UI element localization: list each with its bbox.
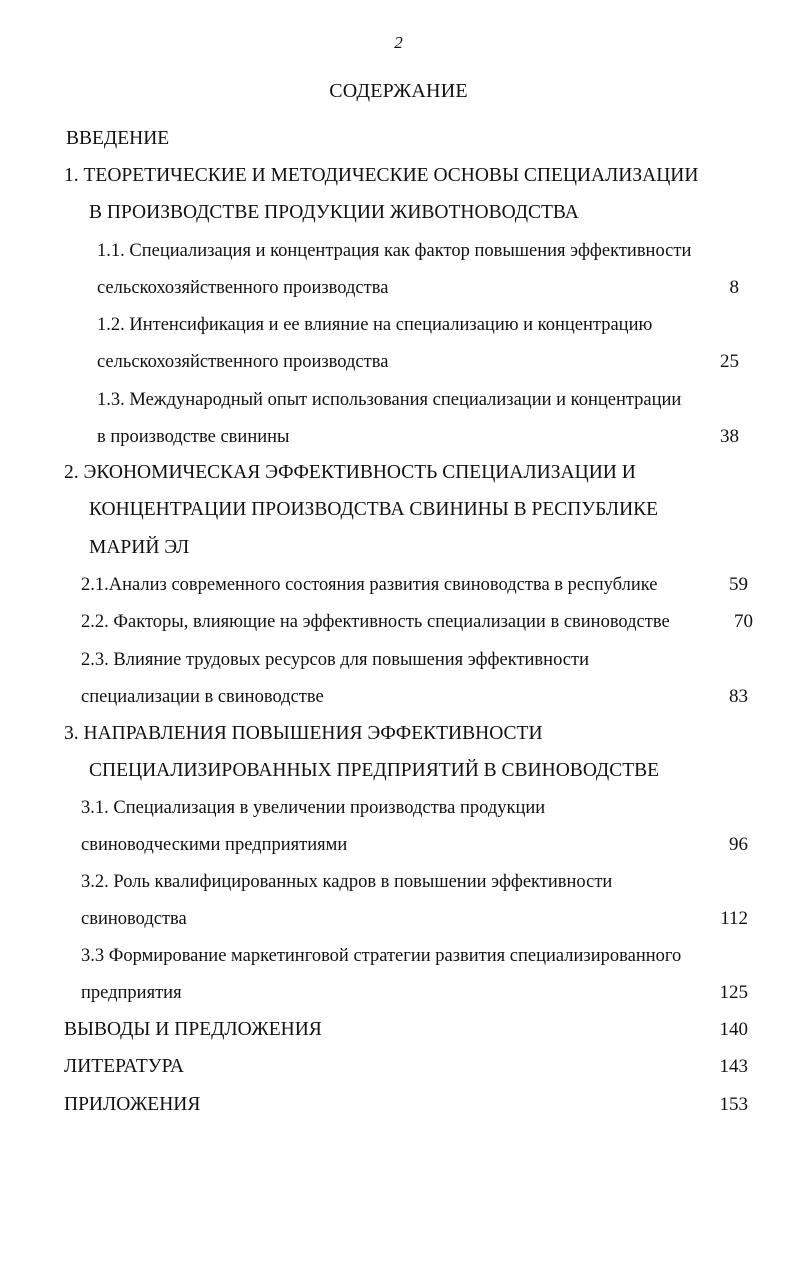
toc-section-3-3-page: 125: [719, 982, 748, 1003]
toc-section-3-1-line-1: 3.1. Специализация в увеличении производства продукции: [81, 798, 546, 818]
toc-section-3-1-line-2: свиноводческими предприятиями: [81, 835, 348, 855]
toc-intro: ВВЕДЕНИЕ: [66, 128, 170, 149]
toc-section-2-3-line-2: специализации в свиноводстве: [81, 687, 324, 707]
toc-conclusions: ВЫВОДЫ И ПРЕДЛОЖЕНИЯ: [64, 1019, 322, 1040]
toc-section-1-3-page: 38: [720, 426, 739, 447]
toc-section-3-2-page: 112: [720, 908, 748, 929]
toc-chapter-3-line-1: 3. НАПРАВЛЕНИЯ ПОВЫШЕНИЯ ЭФФЕКТИВНОСТИ: [64, 723, 543, 744]
toc-section-1-1-line-2: сельскохозяйственного производства: [97, 278, 389, 298]
toc-conclusions-page: 140: [719, 1019, 748, 1040]
toc-chapter-2-line-2: КОНЦЕНТРАЦИИ ПРОИЗВОДСТВА СВИНИНЫ В РЕСПУБЛИКЕ: [89, 499, 659, 520]
toc-section-1-3-line-1: 1.3. Международный опыт использования специализации и концентрации: [97, 390, 682, 410]
toc-section-1-2-line-2: сельскохозяйственного производства: [97, 352, 389, 372]
toc-section-2-1-line-1: 2.1.Анализ современного состояния развития свиноводства в республике: [81, 575, 658, 595]
toc-chapter-3-line-2: СПЕЦИАЛИЗИРОВАННЫХ ПРЕДПРИЯТИЙ В СВИНОВОДСТВЕ: [89, 760, 660, 781]
toc-section-2-2-page: 70: [734, 611, 753, 632]
toc-section-1-2-line-1: 1.2. Интенсификация и ее влияние на специализацию и концентрацию: [97, 315, 653, 335]
page-number: 2: [394, 33, 403, 52]
toc-chapter-2-line-1: 2. ЭКОНОМИЧЕСКАЯ ЭФФЕКТИВНОСТЬ СПЕЦИАЛИЗАЦИИ И: [64, 462, 636, 483]
toc-chapter-1-line-2: В ПРОИЗВОДСТВЕ ПРОДУКЦИИ ЖИВОТНОВОДСТВА: [89, 202, 579, 223]
toc-section-2-3-page: 83: [729, 686, 748, 707]
toc-appendices: ПРИЛОЖЕНИЯ: [64, 1094, 201, 1115]
toc-section-1-1-page: 8: [729, 277, 739, 298]
page-title: СОДЕРЖАНИЕ: [329, 80, 468, 102]
toc-section-1-2-page: 25: [720, 351, 739, 372]
toc-section-3-3-line-1: 3.3 Формирование маркетинговой стратегии развития специализированного: [81, 946, 682, 966]
toc-literature: ЛИТЕРАТУРА: [64, 1056, 184, 1077]
toc-section-3-3-line-2: предприятия: [81, 983, 182, 1003]
toc-section-2-1-page: 59: [729, 574, 748, 595]
toc-section-2-2-line-1: 2.2. Факторы, влияющие на эффективность специализации в свиноводстве: [81, 612, 670, 632]
toc-literature-page: 143: [719, 1056, 748, 1077]
toc-section-3-2-line-2: свиноводства: [81, 909, 187, 929]
toc-chapter-1-line-1: 1. ТЕОРЕТИЧЕСКИЕ И МЕТОДИЧЕСКИЕ ОСНОВЫ СПЕЦИАЛИЗАЦИИ: [64, 165, 699, 186]
toc-section-1-1-line-1: 1.1. Специализация и концентрация как фактор повышения эффективности: [97, 241, 692, 261]
toc-section-2-3-line-1: 2.3. Влияние трудовых ресурсов для повышения эффективности: [81, 650, 589, 670]
toc-appendices-page: 153: [719, 1094, 748, 1115]
toc-section-3-1-page: 96: [729, 834, 748, 855]
toc-section-1-3-line-2: в производстве свинины: [97, 427, 290, 447]
toc-chapter-2-line-3: МАРИЙ ЭЛ: [89, 537, 190, 558]
toc-section-3-2-line-1: 3.2. Роль квалифицированных кадров в повышении эффективности: [81, 872, 613, 892]
